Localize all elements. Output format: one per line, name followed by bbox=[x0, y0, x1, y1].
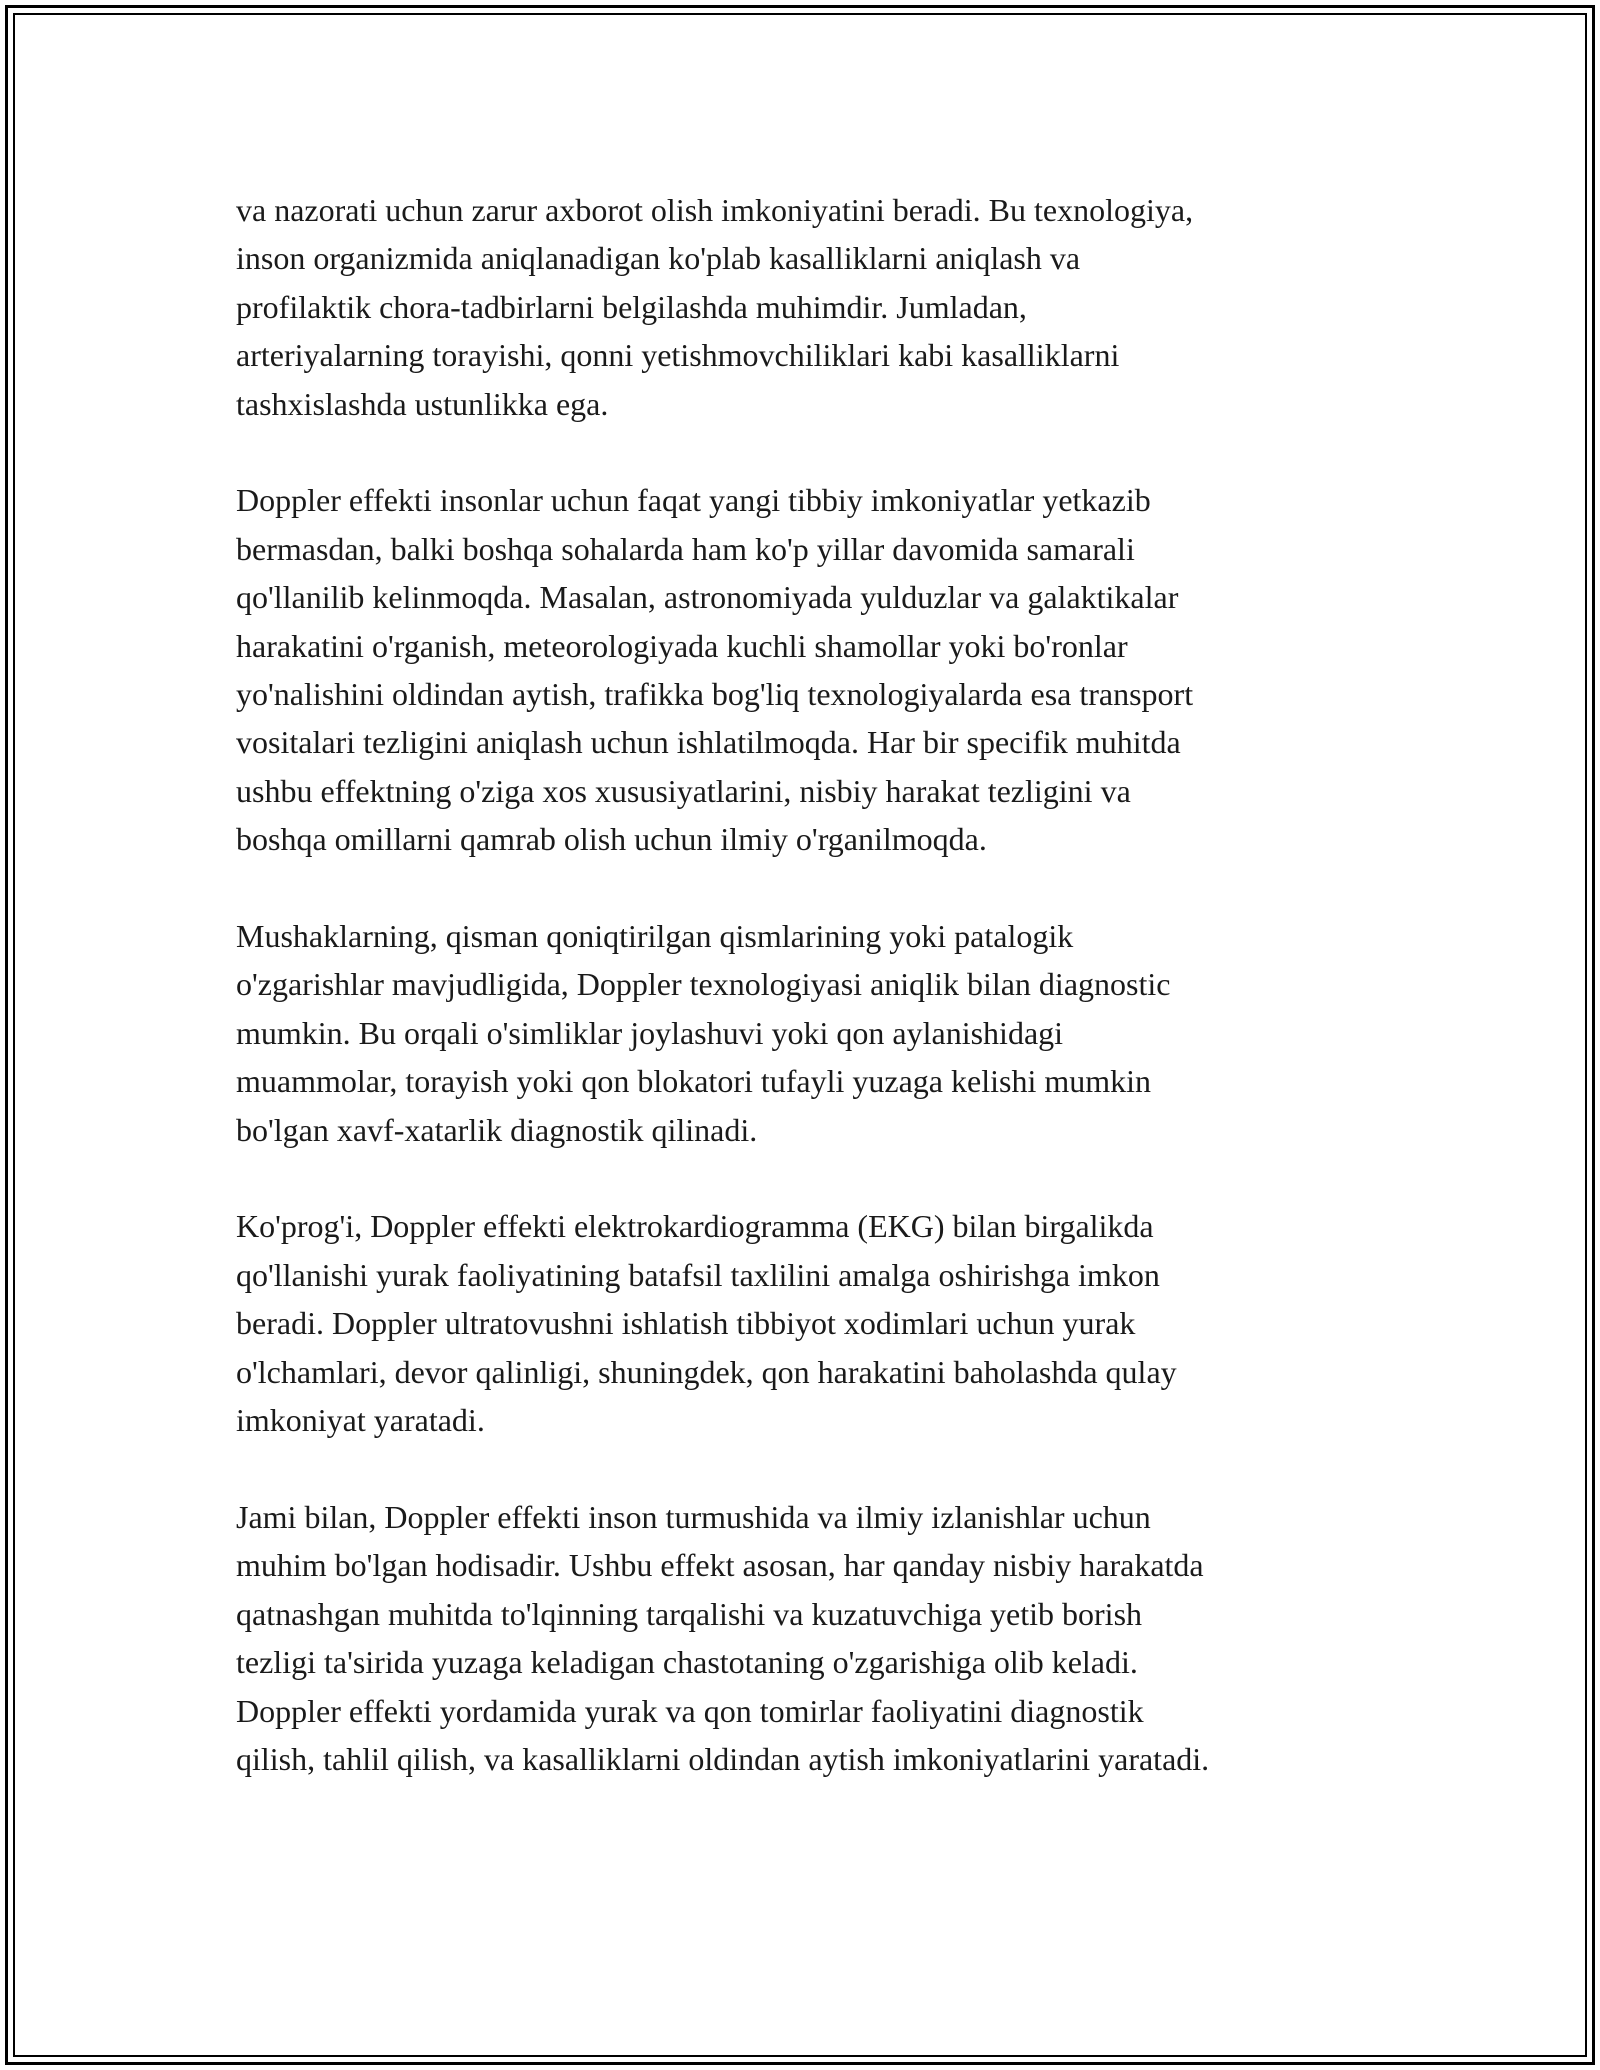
paragraph-4: Ko'prog'i, Doppler effekti elektrokardiogramma (EKG) bilan birgalikda qo'llanishi yurak faoliyatining batafsil taxlilini amalga oshirishga imkon beradi. Doppler ultratovushni ishlatish tibbiyot xodimlari uchun yurak o'lchamlari, devor qalinligi, shuningdek, qon harakatini baholashda qulay imkoniyat yaratadi. bbox=[236, 1208, 1177, 1439]
paragraph-1: va nazorati uchun zarur axborot olish imkoniyatini beradi. Bu texnologiya, inson organizmida aniqlanadigan ko'plab kasalliklarni aniqlash va profilaktik chora-tadbirlarni belgilashda muhimdir. Jumladan, arteriyalarning torayishi, qonni yetishmovchiliklari kabi kasalliklarni tashxislashda ustunlikka ega. bbox=[236, 192, 1194, 422]
paragraph-3: Mushaklarning, qisman qoniqtirilgan qismlarining yoki patalogik o'zgarishlar mavjudligida, Doppler texnologiyasi aniqlik bilan diagnostic mumkin. Bu orqali o'simliklar joylashuvi yoki qon aylanishidagi muammolar, torayish yoki qon blokatori tufayli yuzaga kelishi mumkin bo'lgan xavf-xatarlik diagnostik qilinadi. bbox=[236, 918, 1171, 1148]
paragraph-5: Jami bilan, Doppler effekti inson turmushida va ilmiy izlanishlar uchun muhim bo'lgan hodisadir. Ushbu effekt asosan, har qanday nisbiy harakatda qatnashgan muhitda to'lqinning tarqalishi va kuzatuvchiga yetib borish tezligi ta'sirida yuzaga keladigan chastotaning o'zgarishiga olib keladi. Doppler effekti yordamida yurak va qon tomirlar faoliyatini diagnostik qilish, tahlil qilish, va kasalliklarni oldindan aytish imkoniyatlarini yaratadi. bbox=[236, 1498, 1210, 1777]
document-body bbox=[236, 186, 1366, 1783]
paragraph-2: Doppler effekti insonlar uchun faqat yangi tibbiy imkoniyatlar yetkazib bermasdan, balki boshqa sohalarda ham ko'p yillar davomida samarali qo'llanilib kelinmoqda. Masalan, astronomiyada yulduzlar va galaktikalar harakatini o'rganish, meteorologiyada kuchli shamollar yoki bo'ronlar yo'nalishini oldindan aytish, trafikka bog'liq texnologiyalarda esa transport vositalari tezligini aniqlash uchun ishlatilmoqda. Har bir specifik muhitda ushbu effektning o'ziga xos xususiyatlarini, nisbiy harakat tezligini va boshqa omillarni qamrab olish uchun ilmiy o'rganilmoqda. bbox=[236, 482, 1194, 858]
